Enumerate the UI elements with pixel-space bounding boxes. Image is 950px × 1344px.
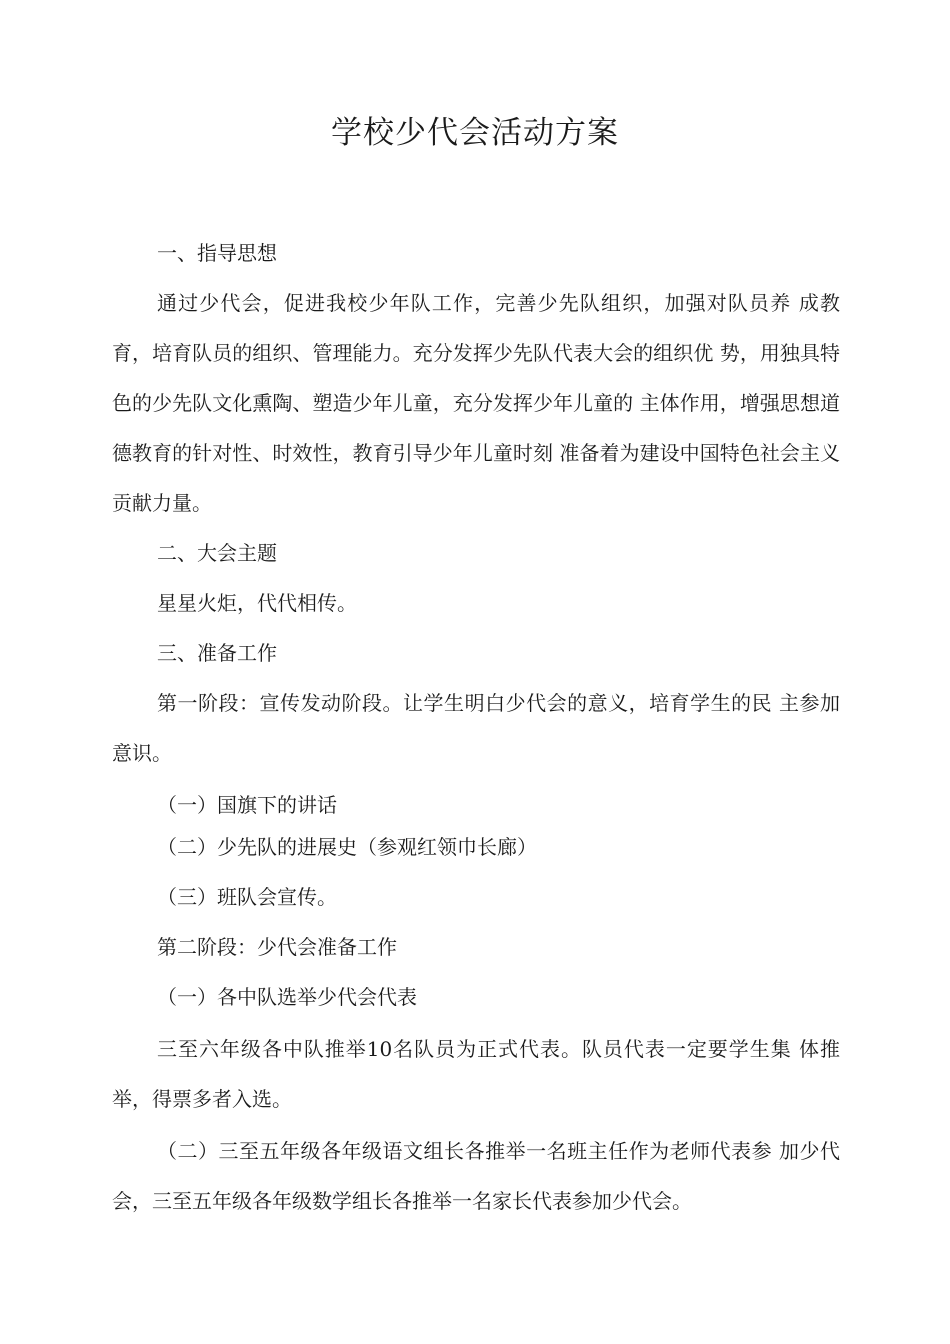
section-heading-guiding-thought: 一、指导思想 xyxy=(157,241,277,265)
paragraph-theme: 星星火炬，代代相传。 xyxy=(157,591,357,615)
list-item-stage2-1: （一）各中队选举少代会代表 xyxy=(157,985,417,1009)
list-item-stage1-1: （一）国旗下的讲话 xyxy=(157,793,337,817)
paragraph-stage-two: 第二阶段：少代会准备工作 xyxy=(157,935,397,959)
section-heading-theme: 二、大会主题 xyxy=(157,541,277,565)
document-title: 学校少代会活动方案 xyxy=(331,115,619,151)
list-item-stage2-2: （二）三至五年级各年级语文组长各推举一名班主任作为老师代表参 加少代会，三至五年级各年级数学组长各推举一名家长代表参加少代会。 xyxy=(112,1139,840,1213)
paragraph-stage-one: 第一阶段：宣传发动阶段。让学生明白少代会的意义，培育学生的民 主参加意识。 xyxy=(112,691,840,765)
paragraph-guiding-thought: 通过少代会，促进我校少年队工作，完善少先队组织，加强对队员养 成教育，培育队员的组织、管理能力。充分发挥少先队代表大会的组织优 势，用独具特色的少先队文化熏陶、塑造少年儿童，充分发挥少年儿童的 主体作用，增强思想道德教育的针对性、时效性，教育引导少年儿童时刻 准备着为建设中国特色社会主义贡献力量。 xyxy=(112,291,840,515)
section-heading-preparation: 三、准备工作 xyxy=(157,641,277,665)
list-item-stage1-3: （三）班队会宣传。 xyxy=(157,885,337,909)
list-item-stage1-2: （二）少先队的进展史（参观红领巾长廊） xyxy=(157,835,537,859)
paragraph-stage2-representatives: 三至六年级各中队推举10名队员为正式代表。队员代表一定要学生集 体推举，得票多者入选。 xyxy=(112,1037,840,1111)
